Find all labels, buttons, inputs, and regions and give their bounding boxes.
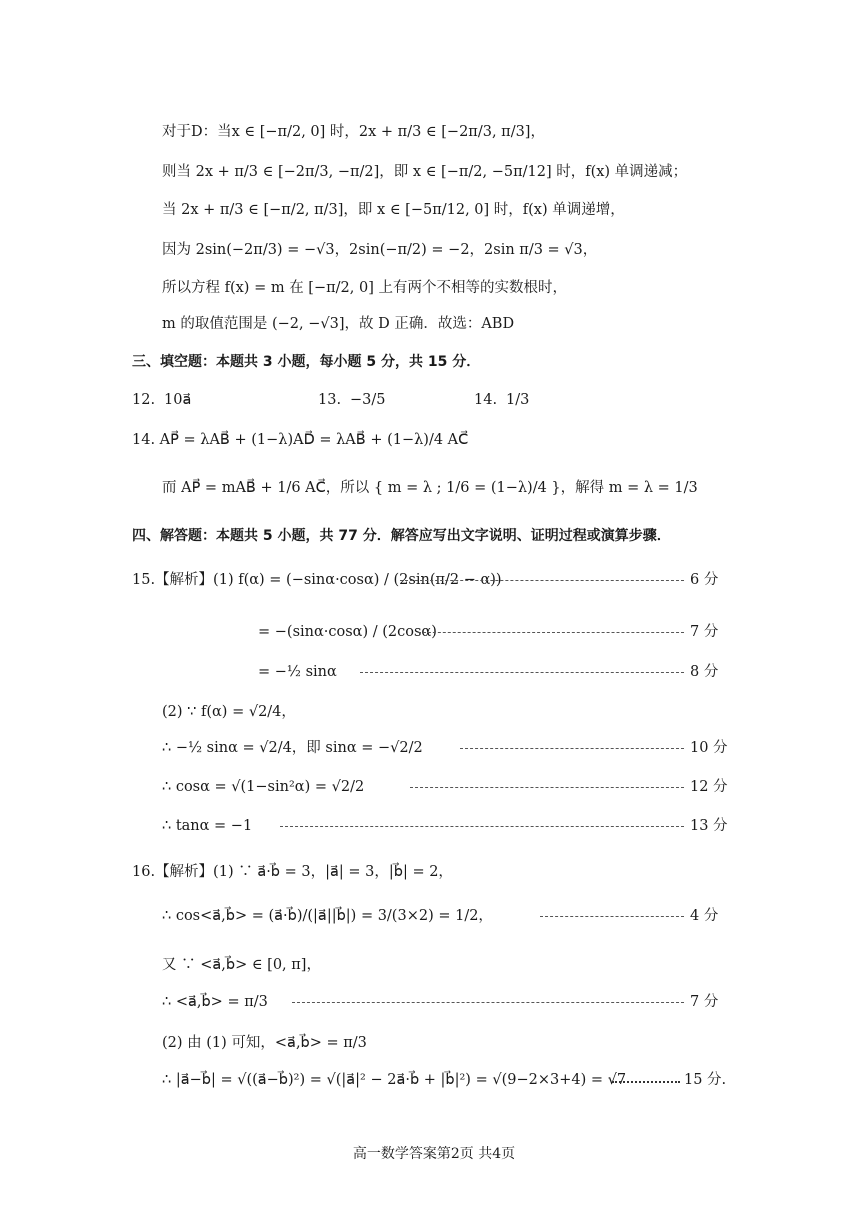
score-mark: 4 分: [690, 908, 719, 924]
score-mark: 10 分: [690, 740, 728, 756]
answer-12-number: 12.: [132, 392, 156, 408]
q14-line-1: 14. AP⃗ = λAB⃗ + (1−λ)AD⃗ = λAB⃗ + (1−λ)/4 AC⃗: [132, 432, 469, 448]
q16-step-3: 又 ∵ <a⃗,b⃗> ∈ [0, π]，: [162, 957, 321, 973]
score-mark: 15 分.: [684, 1072, 727, 1088]
answer-12-value: 10a⃗: [164, 392, 192, 408]
page-footer: 高一数学答案第2页 共4页: [352, 1146, 516, 1162]
score-mark: 7 分: [690, 624, 719, 640]
score-leader: [540, 916, 684, 917]
section-heading-solutions: 四、解答题：本题共 5 小题，共 77 分．解答应写出文字说明、证明过程或演算步骤．: [132, 528, 671, 544]
score-mark: 6 分: [690, 572, 719, 588]
answer-14-value: 1/3: [506, 392, 530, 408]
q16-step-6: ∴ |a⃗−b⃗| = √((a⃗−b⃗)²) = √(|a⃗|² − 2a⃗·b⃗ + |b⃗|²) = √(9−2×3+4) = √7: [162, 1072, 627, 1088]
score-leader: [418, 632, 684, 633]
score-leader: [460, 748, 684, 749]
solution-line-3: 当 2x + π/3 ∈ [−π/2, π/3]，即 x ∈ [−5π/12, 0] 时，f(x) 单调递增，: [162, 202, 625, 218]
solution-line-6: m 的取值范围是 (−2, −√3]，故 D 正确．故选：ABD: [162, 316, 515, 332]
score-leader: [360, 672, 684, 673]
section-heading-fill-in: 三、填空题：本题共 3 小题，每小题 5 分，共 15 分．: [132, 354, 481, 370]
solution-line-5: 所以方程 f(x) = m 在 [−π/2, 0] 上有两个不相等的实数根时，: [162, 280, 567, 296]
q16-step-5: (2) 由 (1) 可知，<a⃗,b⃗> = π/3: [162, 1035, 367, 1051]
score-leader: [292, 1002, 684, 1003]
q15-step-6: ∴ cosα = √(1−sin²α) = √2/2: [162, 779, 365, 795]
answer-13-number: 13.: [318, 392, 342, 408]
q15-step-7: ∴ tanα = −1: [162, 818, 253, 834]
q16-step-2: ∴ cos<a⃗,b⃗> = (a⃗·b⃗)/(|a⃗||b⃗|) = 3/(3×2) = 1/2，: [162, 908, 493, 924]
score-leader: [280, 826, 684, 827]
solution-line-1: 对于D：当x ∈ [−π/2, 0] 时，2x + π/3 ∈ [−2π/3, π/3]，: [162, 124, 545, 140]
score-mark: 8 分: [690, 664, 719, 680]
q15-step-4: (2) ∵ f(α) = √2/4，: [162, 704, 296, 720]
q15-step-5: ∴ −½ sinα = √2/4，即 sinα = −√2/2: [162, 740, 423, 756]
q14-line-2: 而 AP⃗ = mAB⃗ + 1/6 AC⃗，所以 { m = λ ; 1/6 = (1−λ)/4 }，解得 m = λ = 1/3: [162, 480, 698, 496]
answer-14-number: 14.: [474, 392, 498, 408]
q15-step-1: 15.【解析】(1) f(α) = (−sinα·cosα) / (2sin(π/2 − α)): [132, 572, 502, 588]
q16-step-4: ∴ <a⃗,b⃗> = π/3: [162, 994, 268, 1010]
q15-step-2: = −(sinα·cosα) / (2cosα): [258, 624, 437, 640]
solution-line-4: 因为 2sin(−2π/3) = −√3，2sin(−π/2) = −2，2sin π/3 = √3，: [162, 242, 598, 258]
q16-step-1: 16.【解析】(1) ∵ a⃗·b⃗ = 3，|a⃗| = 3，|b⃗| = 2，: [132, 864, 453, 880]
solution-line-2: 则当 2x + π/3 ∈ [−2π/3, −π/2]，即 x ∈ [−π/2, −5π/12] 时，f(x) 单调递减；: [162, 164, 688, 180]
score-mark: 7 分: [690, 994, 719, 1010]
score-leader: [400, 580, 684, 581]
score-mark: 13 分: [690, 818, 728, 834]
answer-13-value: −3/5: [350, 392, 386, 408]
score-leader: [612, 1081, 680, 1083]
score-leader: [410, 787, 684, 788]
score-mark: 12 分: [690, 779, 728, 795]
q15-step-3: = −½ sinα: [258, 664, 337, 680]
